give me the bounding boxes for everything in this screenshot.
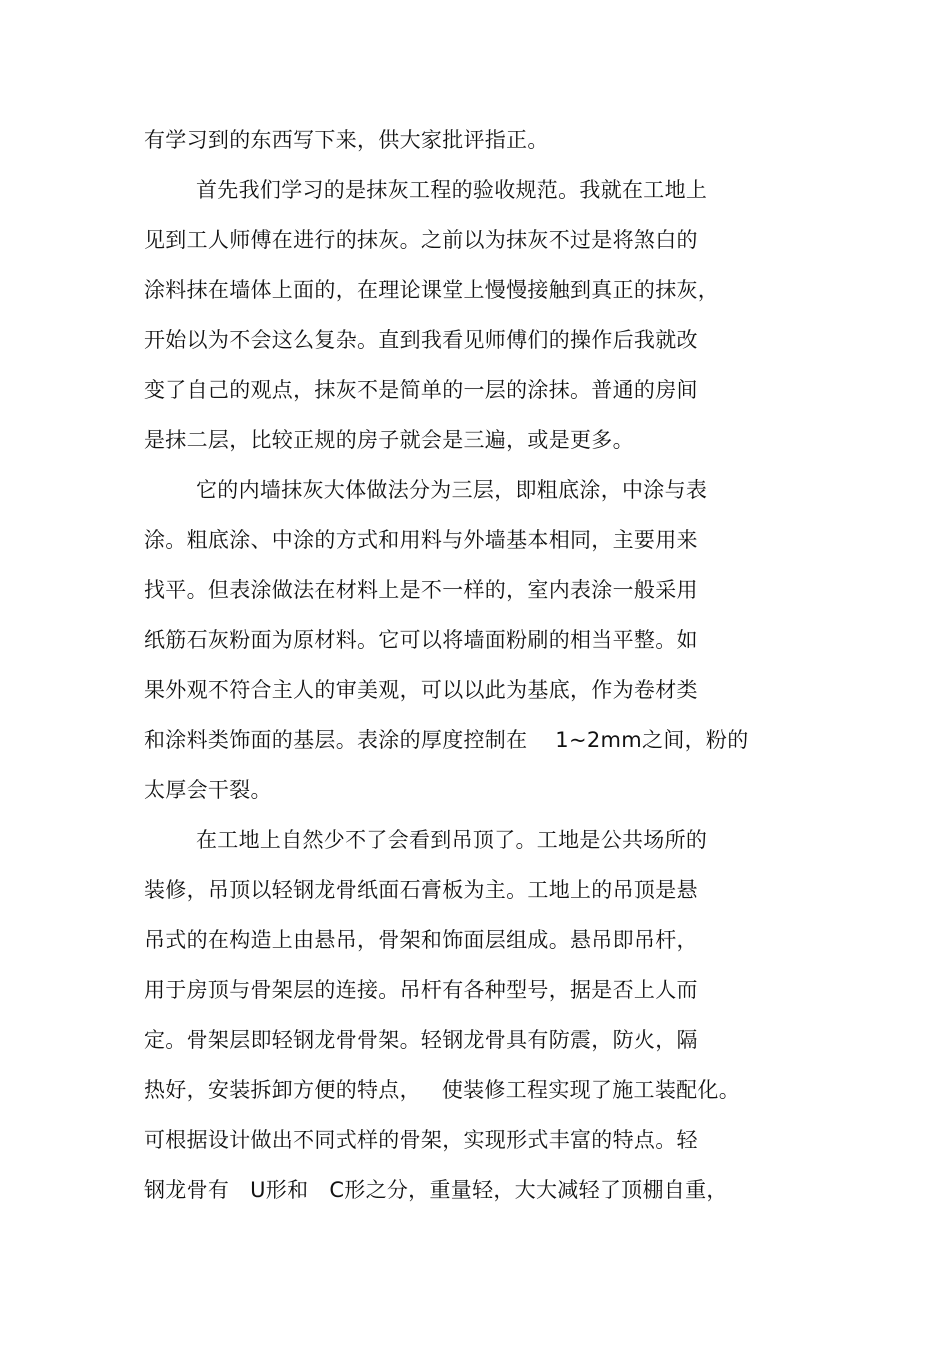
paragraph-start-line: 它的内墙抹灰大体做法分为三层，即粗底涂，中涂与表 (196, 478, 708, 502)
text-line: 和涂料类饰面的基层。表涂的厚度控制在 1~2mm之间，粉的 (144, 728, 749, 752)
text-line: 变了自己的观点，抹灰不是简单的一层的涂抹。普通的房间 (144, 378, 698, 402)
text-line: 纸筋石灰粉面为原材料。它可以将墙面粉刷的相当平整。如 (144, 628, 698, 652)
paragraph-start-line: 首先我们学习的是抹灰工程的验收规范。我就在工地上 (196, 178, 708, 202)
text-line: 涂。粗底涂、中涂的方式和用料与外墙基本相同，主要用来 (144, 528, 698, 552)
text-line: 见到工人师傅在进行的抹灰。之前以为抹灰不过是将煞白的 (144, 228, 698, 252)
text-line: 装修，吊顶以轻钢龙骨纸面石膏板为主。工地上的吊顶是悬 (144, 878, 698, 902)
text-line: 果外观不符合主人的审美观，可以以此为基底，作为卷材类 (144, 678, 698, 702)
text-line: 用于房顶与骨架层的连接。吊杆有各种型号，据是否上人而 (144, 978, 698, 1002)
text-line: 太厚会干裂。 (144, 778, 272, 802)
text-line: 找平。但表涂做法在材料上是不一样的，室内表涂一般采用 (144, 578, 698, 602)
text-line: 吊式的在构造上由悬吊，骨架和饰面层组成。悬吊即吊杆， (144, 928, 698, 952)
text-line: 有学习到的东西写下来，供大家批评指正。 (144, 128, 549, 152)
text-line: 可根据设计做出不同式样的骨架，实现形式丰富的特点。轻 (144, 1128, 698, 1152)
text-line: 钢龙骨有 U形和 C形之分，重量轻，大大减轻了顶棚自重， (144, 1178, 728, 1202)
paragraph-start-line: 在工地上自然少不了会看到吊顶了。工地是公共场所的 (196, 828, 708, 852)
text-line: 定。骨架层即轻钢龙骨骨架。轻钢龙骨具有防震，防火，隔 (144, 1028, 698, 1052)
text-line: 开始以为不会这么复杂。直到我看见师傅们的操作后我就改 (144, 328, 698, 352)
text-line: 是抹二层，比较正规的房子就会是三遍，或是更多。 (144, 428, 634, 452)
text-line: 涂料抹在墙体上面的，在理论课堂上慢慢接触到真正的抹灰， (144, 278, 720, 302)
text-line: 热好，安装拆卸方便的特点， 使装修工程实现了施工装配化。 (144, 1078, 741, 1102)
